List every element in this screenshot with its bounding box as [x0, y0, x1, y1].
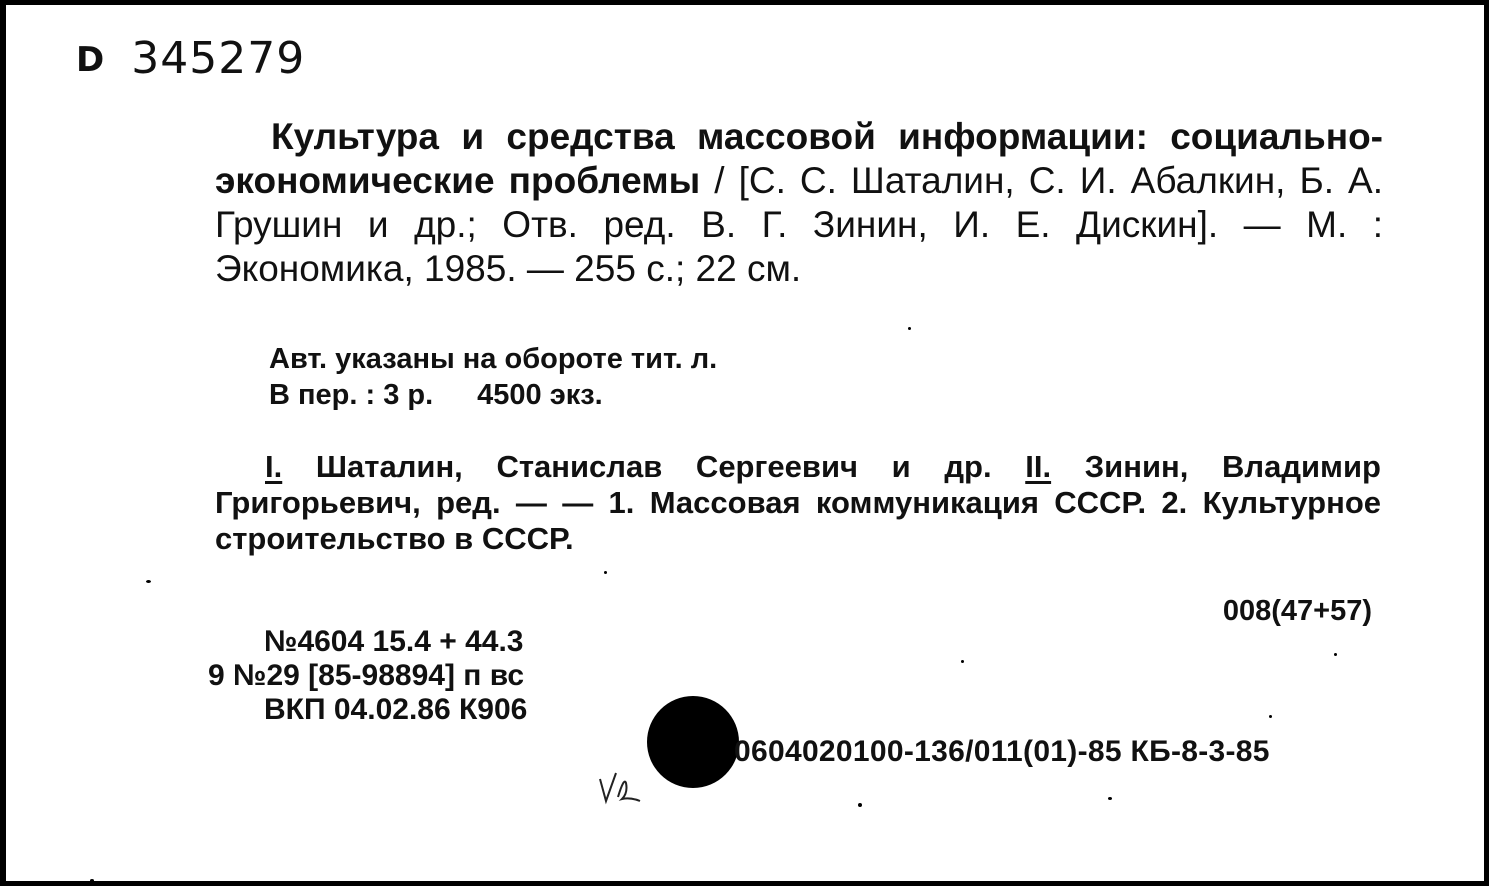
price-line	[269, 377, 717, 413]
udc-code: 008(47+57)	[1222, 595, 1372, 627]
dust-speck	[961, 660, 964, 663]
main-entry	[215, 115, 1383, 291]
punch-hole	[647, 696, 739, 788]
catalog-card	[6, 5, 1484, 881]
tracing-marker-1: I.	[265, 449, 283, 484]
dust-speck	[1108, 797, 1112, 800]
binding-price: В пер. : 3 р.	[269, 379, 434, 411]
dust-speck	[146, 580, 151, 583]
isbn-line: 0604020100-136/011(01)-85 КБ-8-3-85	[734, 735, 1270, 768]
tracings	[215, 449, 1381, 557]
tracing-entry-1: Шаталин, Станислав Сергеевич и др.	[282, 449, 1026, 484]
bibliographic-statement: / [С. С. Шаталин, С. И. Абалкин, Б. А. Грушин и др.; Отв. ред. В. Г. Зинин, И. Е. Дискин]. — М. : Экономика, 1985. — 255 с.; 22 см.	[215, 160, 1383, 289]
authors-note: Авт. указаны на обороте тит. л.	[269, 343, 718, 375]
dust-speck	[908, 327, 911, 330]
stock-line-1: №4604 15.4 + 44.3	[264, 625, 524, 658]
handwritten-mark-icon	[596, 767, 646, 807]
dust-speck	[90, 879, 94, 881]
dust-speck	[858, 803, 862, 807]
stock-info	[208, 625, 527, 727]
call-number-value: 345279	[131, 33, 306, 84]
book-title: Культура и средства массовой информации: социально-экономические проблемы	[215, 116, 1383, 201]
print-run: 4500 экз.	[477, 379, 603, 411]
notes	[269, 341, 717, 413]
tracing-entry-2: Зинин, Владимир Григорьевич, ред. — — 1. Массовая коммуникация СССР. 2. Культурное строительство в СССР.	[215, 449, 1381, 556]
stock-line-2: 9 №29 [85-98894] п вс	[208, 659, 525, 692]
dust-speck	[1334, 653, 1337, 656]
tracing-marker-2: II.	[1025, 449, 1052, 484]
dust-speck	[1269, 715, 1272, 718]
stock-line-3: ВКП 04.02.86 К906	[264, 693, 528, 726]
dust-speck	[604, 571, 607, 574]
call-number-prefix: D	[76, 40, 106, 80]
call-number	[76, 33, 305, 84]
